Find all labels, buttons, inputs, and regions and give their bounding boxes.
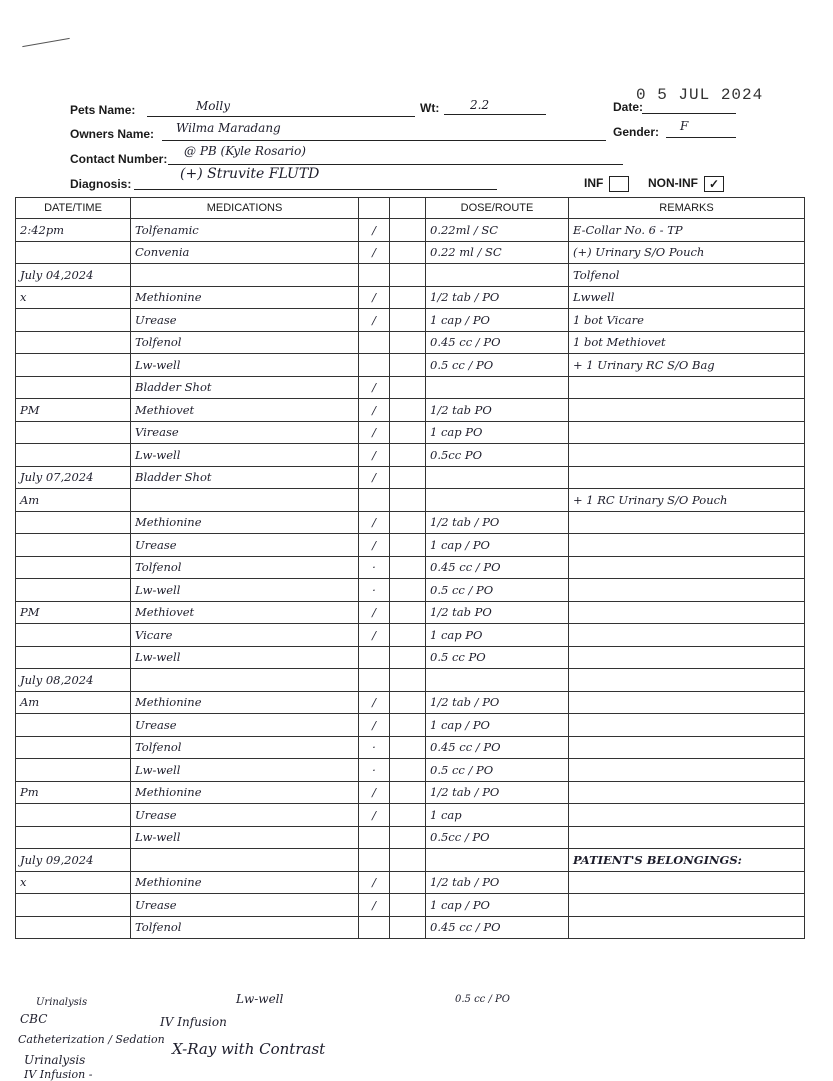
cell-date-time bbox=[16, 804, 131, 827]
cell-date-time bbox=[16, 894, 131, 917]
cell-check-mark bbox=[359, 264, 390, 287]
cell-medication: Tolfenamic bbox=[131, 219, 359, 242]
cell-dose-route: 1 cap / PO bbox=[426, 534, 569, 557]
col-header-check-1 bbox=[359, 198, 390, 219]
cell-check-mark bbox=[359, 826, 390, 849]
cell-check-blank bbox=[390, 624, 426, 647]
diagnosis-line bbox=[134, 189, 497, 190]
cell-check-blank bbox=[390, 579, 426, 602]
cell-date-time bbox=[16, 826, 131, 849]
date-label: Date: bbox=[613, 100, 644, 114]
table-row bbox=[16, 894, 805, 917]
cell-remarks: + 1 Urinary RC S/O Bag bbox=[569, 354, 805, 377]
cell-check-blank bbox=[390, 331, 426, 354]
cell-date-time: July 07,2024 bbox=[16, 466, 131, 489]
cell-check-mark: / bbox=[359, 601, 390, 624]
weight-line bbox=[444, 114, 546, 115]
cell-date-time bbox=[16, 556, 131, 579]
inf-label: INF bbox=[584, 176, 629, 192]
cell-check-blank bbox=[390, 556, 426, 579]
contact-number-line bbox=[168, 164, 623, 165]
cell-medication: Tolfenol bbox=[131, 331, 359, 354]
cell-medication: Lw-well bbox=[131, 354, 359, 377]
cell-remarks bbox=[569, 826, 805, 849]
cell-dose-route: 0.45 cc / PO bbox=[426, 736, 569, 759]
cell-date-time bbox=[16, 511, 131, 534]
table-row bbox=[16, 264, 805, 287]
cell-remarks: E-Collar No. 6 - TP bbox=[569, 219, 805, 242]
footer-note-catheterization: Catheterization / Sedation bbox=[18, 1033, 165, 1046]
table-row bbox=[16, 691, 805, 714]
weight-value: 2.2 bbox=[470, 98, 490, 112]
table-row bbox=[16, 826, 805, 849]
col-header-dose-route: DOSE/ROUTE bbox=[426, 198, 569, 219]
table-row bbox=[16, 556, 805, 579]
cell-dose-route bbox=[426, 669, 569, 692]
table-row bbox=[16, 871, 805, 894]
cell-check-blank bbox=[390, 264, 426, 287]
cell-dose-route: 0.5 cc / PO bbox=[426, 759, 569, 782]
table-row bbox=[16, 309, 805, 332]
col-header-remarks: REMARKS bbox=[569, 198, 805, 219]
table-row bbox=[16, 601, 805, 624]
cell-dose-route: 1/2 tab / PO bbox=[426, 871, 569, 894]
col-header-medications: MEDICATIONS bbox=[131, 198, 359, 219]
table-row bbox=[16, 669, 805, 692]
cell-remarks bbox=[569, 444, 805, 467]
cell-date-time bbox=[16, 646, 131, 669]
cell-remarks bbox=[569, 556, 805, 579]
cell-medication: Lw-well bbox=[131, 579, 359, 602]
cell-medication: Bladder Shot bbox=[131, 376, 359, 399]
cell-remarks bbox=[569, 511, 805, 534]
cell-dose-route: 0.22 ml / SC bbox=[426, 241, 569, 264]
cell-check-mark bbox=[359, 489, 390, 512]
cell-dose-route: 1 cap / PO bbox=[426, 309, 569, 332]
cell-check-blank bbox=[390, 601, 426, 624]
owners-name-label: Owners Name: bbox=[70, 127, 155, 141]
cell-date-time: Pm bbox=[16, 781, 131, 804]
col-header-check-2 bbox=[390, 198, 426, 219]
cell-check-mark: / bbox=[359, 444, 390, 467]
cell-remarks: PATIENT'S BELONGINGS: bbox=[569, 849, 805, 872]
table-row bbox=[16, 646, 805, 669]
cell-date-time bbox=[16, 421, 131, 444]
cell-remarks bbox=[569, 781, 805, 804]
cell-dose-route bbox=[426, 376, 569, 399]
table-row bbox=[16, 849, 805, 872]
cell-medication bbox=[131, 489, 359, 512]
table-row bbox=[16, 804, 805, 827]
cell-remarks bbox=[569, 534, 805, 557]
cell-dose-route: 1 cap / PO bbox=[426, 894, 569, 917]
cell-dose-route: 0.45 cc / PO bbox=[426, 331, 569, 354]
cell-date-time bbox=[16, 534, 131, 557]
cell-dose-route: 0.5cc PO bbox=[426, 444, 569, 467]
cell-check-blank bbox=[390, 534, 426, 557]
cell-dose-route: 1 cap PO bbox=[426, 624, 569, 647]
diagnosis-label: Diagnosis: bbox=[70, 177, 132, 191]
cell-date-time bbox=[16, 444, 131, 467]
cell-check-mark: · bbox=[359, 736, 390, 759]
cell-dose-route: 0.5 cc / PO bbox=[426, 354, 569, 377]
cell-dose-route: 0.45 cc / PO bbox=[426, 916, 569, 939]
cell-medication: Lw-well bbox=[131, 444, 359, 467]
cell-check-blank bbox=[390, 894, 426, 917]
cell-dose-route: 0.5 cc / PO bbox=[426, 579, 569, 602]
cell-check-blank bbox=[390, 241, 426, 264]
weight-label: Wt: bbox=[420, 101, 440, 115]
gender-line bbox=[666, 137, 736, 138]
cell-date-time: July 08,2024 bbox=[16, 669, 131, 692]
cell-remarks: 1 bot Vicare bbox=[569, 309, 805, 332]
cell-check-mark: / bbox=[359, 399, 390, 422]
cell-remarks bbox=[569, 466, 805, 489]
cell-date-time bbox=[16, 241, 131, 264]
pets-name-label: Pets Name: bbox=[70, 103, 136, 117]
cell-check-blank bbox=[390, 871, 426, 894]
cell-check-blank bbox=[390, 421, 426, 444]
diagnosis-value: (+) Struvite FLUTD bbox=[180, 166, 320, 182]
cell-medication: Methionine bbox=[131, 691, 359, 714]
cell-medication: Urease bbox=[131, 894, 359, 917]
footer-note-lwwell-dose: 0.5 cc / PO bbox=[455, 994, 510, 1005]
cell-check-mark: / bbox=[359, 691, 390, 714]
cell-check-blank bbox=[390, 219, 426, 242]
table-row bbox=[16, 579, 805, 602]
cell-remarks: + 1 RC Urinary S/O Pouch bbox=[569, 489, 805, 512]
cell-date-time bbox=[16, 579, 131, 602]
gender-label: Gender: bbox=[613, 125, 660, 139]
cell-check-blank bbox=[390, 849, 426, 872]
cell-check-mark: / bbox=[359, 511, 390, 534]
cell-remarks bbox=[569, 669, 805, 692]
cell-check-mark: / bbox=[359, 804, 390, 827]
cell-medication: Urease bbox=[131, 534, 359, 557]
cell-check-blank bbox=[390, 759, 426, 782]
cell-check-mark bbox=[359, 916, 390, 939]
date-line bbox=[642, 113, 736, 114]
cell-dose-route: 1/2 tab PO bbox=[426, 601, 569, 624]
cell-check-mark: / bbox=[359, 376, 390, 399]
cell-check-mark: / bbox=[359, 421, 390, 444]
cell-remarks bbox=[569, 894, 805, 917]
non-inf-checkbox[interactable]: ✓ bbox=[704, 176, 724, 192]
cell-check-blank bbox=[390, 646, 426, 669]
cell-medication: Bladder Shot bbox=[131, 466, 359, 489]
cell-check-blank bbox=[390, 781, 426, 804]
cell-medication: Tolfenol bbox=[131, 916, 359, 939]
cell-check-blank bbox=[390, 826, 426, 849]
gender-value: F bbox=[680, 119, 689, 133]
cell-check-blank bbox=[390, 916, 426, 939]
cell-check-mark: · bbox=[359, 759, 390, 782]
table-row bbox=[16, 331, 805, 354]
cell-check-mark: / bbox=[359, 871, 390, 894]
medication-table bbox=[15, 197, 805, 939]
cell-medication: Convenia bbox=[131, 241, 359, 264]
cell-dose-route: 1/2 tab / PO bbox=[426, 286, 569, 309]
col-header-datetime: DATE/TIME bbox=[16, 198, 131, 219]
cell-check-mark: · bbox=[359, 579, 390, 602]
cell-remarks bbox=[569, 646, 805, 669]
footer-note-xray: X-Ray with Contrast bbox=[172, 1040, 326, 1058]
cell-medication: Lw-well bbox=[131, 759, 359, 782]
table-row bbox=[16, 354, 805, 377]
cell-medication: Lw-well bbox=[131, 646, 359, 669]
cell-date-time bbox=[16, 376, 131, 399]
cell-check-mark: / bbox=[359, 286, 390, 309]
cell-medication: Vicare bbox=[131, 624, 359, 647]
cell-check-mark: / bbox=[359, 241, 390, 264]
cell-dose-route: 1/2 tab / PO bbox=[426, 691, 569, 714]
cell-check-mark bbox=[359, 849, 390, 872]
date-stamp: 0 5 JUL 2024 bbox=[636, 86, 764, 104]
cell-check-blank bbox=[390, 511, 426, 534]
cell-remarks bbox=[569, 736, 805, 759]
cell-check-blank bbox=[390, 286, 426, 309]
table-row bbox=[16, 511, 805, 534]
cell-date-time: x bbox=[16, 286, 131, 309]
table-row bbox=[16, 286, 805, 309]
cell-dose-route: 0.22ml / SC bbox=[426, 219, 569, 242]
table-row bbox=[16, 489, 805, 512]
cell-check-blank bbox=[390, 376, 426, 399]
pets-name-line bbox=[147, 116, 415, 117]
table-row bbox=[16, 534, 805, 557]
pets-name-value: Molly bbox=[196, 99, 230, 113]
cell-remarks bbox=[569, 376, 805, 399]
cell-check-mark bbox=[359, 646, 390, 669]
cell-medication bbox=[131, 849, 359, 872]
cell-remarks bbox=[569, 804, 805, 827]
cell-remarks: (+) Urinary S/O Pouch bbox=[569, 241, 805, 264]
cell-medication: Tolfenol bbox=[131, 736, 359, 759]
cell-check-blank bbox=[390, 691, 426, 714]
cell-check-mark: / bbox=[359, 624, 390, 647]
cell-dose-route: 0.5 cc PO bbox=[426, 646, 569, 669]
cell-date-time bbox=[16, 736, 131, 759]
table-row bbox=[16, 241, 805, 264]
cell-date-time bbox=[16, 624, 131, 647]
table-row bbox=[16, 714, 805, 737]
table-row bbox=[16, 219, 805, 242]
cell-date-time: x bbox=[16, 871, 131, 894]
cell-dose-route bbox=[426, 489, 569, 512]
table-row bbox=[16, 916, 805, 939]
cell-check-mark: / bbox=[359, 894, 390, 917]
cell-dose-route: 1 cap / PO bbox=[426, 714, 569, 737]
contact-number-value: @ PB (Kyle Rosario) bbox=[184, 144, 306, 158]
table-row bbox=[16, 466, 805, 489]
cell-check-blank bbox=[390, 354, 426, 377]
footer-note-urinalysis-2: Urinalysis bbox=[24, 1053, 86, 1067]
cell-date-time bbox=[16, 916, 131, 939]
table-row bbox=[16, 444, 805, 467]
cell-check-mark: / bbox=[359, 534, 390, 557]
footer-note-urinalysis: Urinalysis bbox=[36, 997, 88, 1008]
cell-check-mark bbox=[359, 354, 390, 377]
cell-medication: Tolfenol bbox=[131, 556, 359, 579]
cell-remarks bbox=[569, 421, 805, 444]
cell-dose-route: 1/2 tab PO bbox=[426, 399, 569, 422]
cell-date-time bbox=[16, 309, 131, 332]
cell-medication: Methiovet bbox=[131, 601, 359, 624]
cell-check-blank bbox=[390, 714, 426, 737]
cell-medication bbox=[131, 264, 359, 287]
cell-medication: Urease bbox=[131, 309, 359, 332]
table-row bbox=[16, 376, 805, 399]
table-row bbox=[16, 759, 805, 782]
cell-date-time bbox=[16, 759, 131, 782]
contact-number-label: Contact Number: bbox=[70, 152, 168, 166]
cell-medication: Lw-well bbox=[131, 826, 359, 849]
cell-check-mark: / bbox=[359, 781, 390, 804]
cell-date-time: PM bbox=[16, 399, 131, 422]
table-row bbox=[16, 421, 805, 444]
cell-date-time: Am bbox=[16, 691, 131, 714]
table-row bbox=[16, 736, 805, 759]
inf-checkbox[interactable] bbox=[609, 176, 629, 192]
table-body bbox=[16, 219, 805, 939]
cell-remarks bbox=[569, 399, 805, 422]
owners-name-value: Wilma Maradang bbox=[176, 121, 281, 135]
cell-check-blank bbox=[390, 489, 426, 512]
cell-check-mark: / bbox=[359, 309, 390, 332]
cell-remarks: Tolfenol bbox=[569, 264, 805, 287]
cell-date-time bbox=[16, 714, 131, 737]
cell-check-blank bbox=[390, 399, 426, 422]
cell-check-mark bbox=[359, 331, 390, 354]
cell-date-time: July 09,2024 bbox=[16, 849, 131, 872]
cell-check-blank bbox=[390, 736, 426, 759]
footer-note-lwwell: Lw-well bbox=[236, 992, 284, 1006]
cell-date-time: July 04,2024 bbox=[16, 264, 131, 287]
cell-medication bbox=[131, 669, 359, 692]
cell-dose-route: 0.5cc / PO bbox=[426, 826, 569, 849]
cell-check-blank bbox=[390, 444, 426, 467]
cell-check-blank bbox=[390, 309, 426, 332]
cell-date-time: 2:42pm bbox=[16, 219, 131, 242]
cell-check-mark: / bbox=[359, 714, 390, 737]
cell-medication: Urease bbox=[131, 804, 359, 827]
cell-medication: Methionine bbox=[131, 511, 359, 534]
cell-check-mark: / bbox=[359, 219, 390, 242]
cell-date-time bbox=[16, 354, 131, 377]
cell-remarks bbox=[569, 871, 805, 894]
cell-check-mark: · bbox=[359, 556, 390, 579]
cell-medication: Methionine bbox=[131, 871, 359, 894]
cell-dose-route bbox=[426, 264, 569, 287]
cell-medication: Methionine bbox=[131, 286, 359, 309]
cell-remarks bbox=[569, 579, 805, 602]
cell-remarks bbox=[569, 624, 805, 647]
owners-name-line bbox=[162, 140, 606, 141]
cell-check-mark: / bbox=[359, 466, 390, 489]
cell-date-time: Am bbox=[16, 489, 131, 512]
cell-remarks bbox=[569, 601, 805, 624]
cell-remarks bbox=[569, 916, 805, 939]
cell-dose-route: 1/2 tab / PO bbox=[426, 511, 569, 534]
non-inf-label: NON-INF ✓ bbox=[648, 176, 724, 192]
cell-check-blank bbox=[390, 804, 426, 827]
table-row bbox=[16, 399, 805, 422]
cell-check-blank bbox=[390, 669, 426, 692]
cell-remarks: Lwwell bbox=[569, 286, 805, 309]
cell-check-mark bbox=[359, 669, 390, 692]
footer-note-cbc: CBC bbox=[20, 1012, 48, 1026]
cell-medication: Methiovet bbox=[131, 399, 359, 422]
cell-date-time bbox=[16, 331, 131, 354]
table-row bbox=[16, 781, 805, 804]
cell-dose-route bbox=[426, 466, 569, 489]
cell-dose-route bbox=[426, 849, 569, 872]
cell-dose-route: 1 cap bbox=[426, 804, 569, 827]
pen-mark bbox=[22, 38, 69, 47]
cell-remarks: 1 bot Methiovet bbox=[569, 331, 805, 354]
cell-dose-route: 0.45 cc / PO bbox=[426, 556, 569, 579]
cell-check-blank bbox=[390, 466, 426, 489]
cell-dose-route: 1 cap PO bbox=[426, 421, 569, 444]
cell-medication: Methionine bbox=[131, 781, 359, 804]
footer-note-iv-infusion: IV Infusion bbox=[160, 1015, 227, 1029]
cell-remarks bbox=[569, 714, 805, 737]
table-header-row bbox=[16, 198, 805, 219]
cell-date-time: PM bbox=[16, 601, 131, 624]
cell-remarks bbox=[569, 691, 805, 714]
cell-medication: Virease bbox=[131, 421, 359, 444]
cell-remarks bbox=[569, 759, 805, 782]
table-row bbox=[16, 624, 805, 647]
cell-dose-route: 1/2 tab / PO bbox=[426, 781, 569, 804]
footer-note-iv-infusion-2: IV Infusion - bbox=[24, 1068, 93, 1081]
cell-medication: Urease bbox=[131, 714, 359, 737]
